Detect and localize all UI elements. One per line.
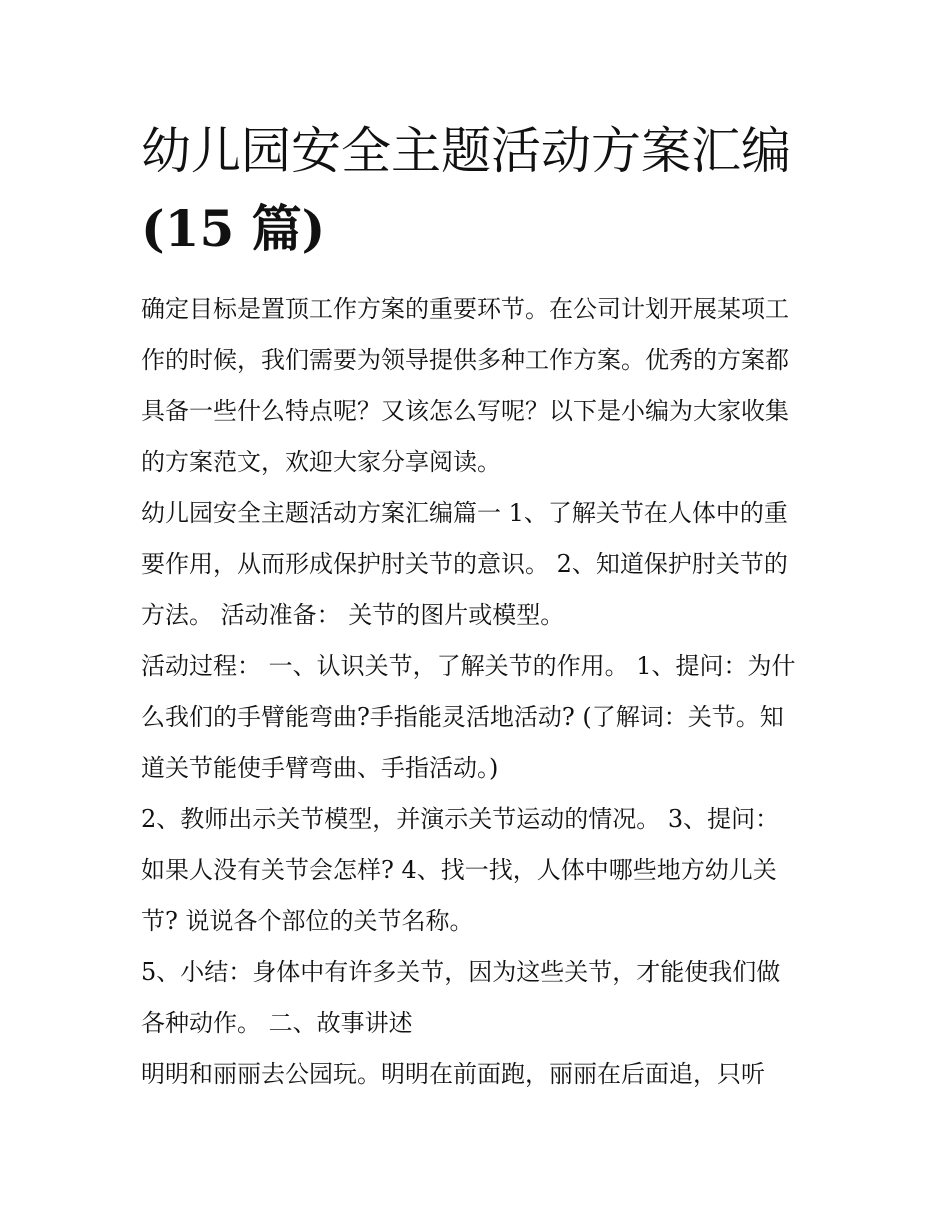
paragraph-goals — [141, 488, 813, 641]
text-line: 幼儿园安全主题活动方案汇编篇一 1、了解关节在人体中的重 — [141, 499, 788, 527]
text-line: 方法。 活动准备： 关节的图片或模型。 — [141, 601, 565, 629]
text-line: 活动过程： 一、认识关节，了解关节的作用。 1、提问：为什 — [141, 652, 796, 680]
paragraph-model — [141, 794, 813, 947]
text-line: 5、小结：身体中有许多关节，因为这些关节，才能使我们做 — [141, 958, 781, 986]
text-line: 明明和丽丽去公园玩。明明在前面跑，丽丽在后面追，只听 — [141, 1060, 765, 1088]
text-line: 道关节能使手臂弯曲、手指活动。) — [141, 754, 499, 782]
title-line-2: (15 篇) — [141, 199, 326, 258]
text-line: 如果人没有关节会怎样? 4、找一找，人体中哪些地方幼儿关 — [141, 856, 777, 884]
text-line: 各种动作。 二、故事讲述 — [141, 1009, 413, 1037]
text-line: 的方案范文，欢迎大家分享阅读。 — [141, 448, 501, 476]
title-line-1: 幼儿园安全主题活动方案汇编 — [141, 122, 791, 180]
paragraph-summary — [141, 947, 813, 1049]
text-line: 要作用，从而形成保护肘关节的意识。 2、知道保护肘关节的 — [141, 550, 788, 578]
text-line: 作的时候，我们需要为领导提供多种工作方案。优秀的方案都 — [141, 346, 789, 374]
text-line: 具备一些什么特点呢？又该怎么写呢？以下是小编为大家收集 — [141, 397, 789, 425]
paragraph-process — [141, 641, 813, 794]
text-line: 2、教师出示关节模型，并演示关节运动的情况。 3、提问： — [141, 805, 780, 833]
document-body — [141, 112, 813, 1100]
document-title — [141, 112, 813, 268]
paragraph-intro — [141, 284, 813, 488]
paragraph-story — [141, 1049, 813, 1100]
text-line: 么我们的手臂能弯曲?手指能灵活地活动? (了解词：关节。知 — [141, 703, 784, 731]
text-line: 节? 说说各个部位的关节名称。 — [141, 907, 474, 935]
text-line: 确定目标是置顶工作方案的重要环节。在公司计划开展某项工 — [141, 295, 789, 323]
